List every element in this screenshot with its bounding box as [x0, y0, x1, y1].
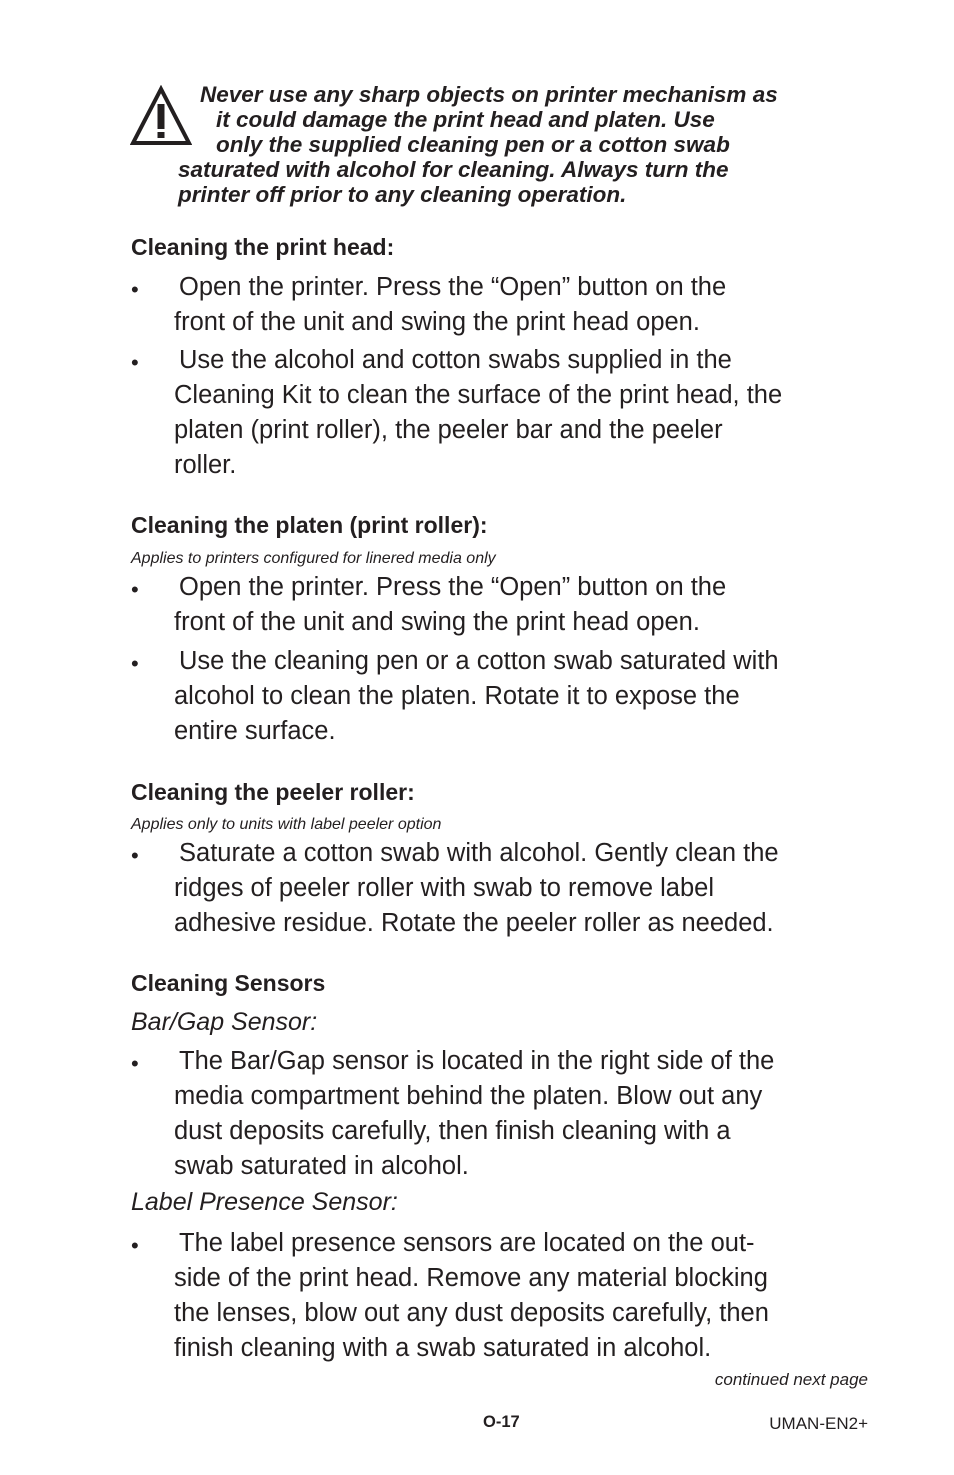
list-item-text: adhesive residue. Rotate the peeler roller as needed. — [174, 909, 774, 937]
list-item-text: Use the cleaning pen or a cotton swab saturated with — [179, 647, 779, 675]
list-item-text: side of the print head. Remove any material blocking — [174, 1264, 768, 1292]
continued-note: continued next page — [714, 1370, 868, 1389]
list-item-text: the lenses, blow out any dust deposits carefully, then — [174, 1299, 769, 1327]
bullet-dot: • — [131, 651, 139, 676]
warning-text — [130, 82, 880, 207]
section-note-platen: Applies to printers configured for linered media only — [131, 550, 496, 567]
list-item-text: roller. — [174, 451, 237, 479]
bullet-dot: • — [131, 350, 139, 375]
bullet-dot: • — [131, 843, 139, 868]
sub-heading-label-presence: Label Presence Sensor: — [131, 1188, 398, 1216]
list-item-text: Use the alcohol and cotton swabs supplied in the — [179, 346, 732, 374]
section-heading-sensors: Cleaning Sensors — [131, 970, 326, 996]
list-item-text: ridges of peeler roller with swab to remove label — [174, 874, 715, 902]
bullet-dot: • — [131, 577, 139, 602]
list-item-text: finish cleaning with a swab saturated in alcohol. — [174, 1334, 712, 1362]
bullet-dot: • — [131, 1051, 139, 1076]
list-item-text: The Bar/Gap sensor is located in the right side of the — [179, 1047, 775, 1075]
list-item-text: The label presence sensors are located on the out- — [179, 1229, 755, 1257]
section-note-peeler: Applies only to units with label peeler option — [131, 816, 442, 833]
section-heading-peeler: Cleaning the peeler roller: — [131, 779, 415, 805]
warning-line: Never use any sharp objects on printer mechanism as — [200, 82, 778, 107]
list-item-text: Cleaning Kit to clean the surface of the print head, the — [174, 381, 783, 409]
page-number: O-17 — [483, 1413, 520, 1431]
bullet-dot: • — [131, 1233, 139, 1258]
warning-line: printer off prior to any cleaning operation. — [178, 182, 627, 207]
warning-line: it could damage the print head and platen. Use — [216, 107, 715, 132]
bullet-dot: • — [131, 277, 139, 302]
section-heading-platen: Cleaning the platen (print roller): — [131, 512, 488, 538]
list-item-text: media compartment behind the platen. Blow out any — [174, 1082, 763, 1110]
section-heading-print-head: Cleaning the print head: — [131, 234, 395, 260]
list-item-text: Open the printer. Press the “Open” button on the — [179, 273, 727, 301]
list-item-text: Saturate a cotton swab with alcohol. Gently clean the — [179, 839, 779, 867]
list-item-text: alcohol to clean the platen. Rotate it to expose the — [174, 682, 740, 710]
list-item-text: front of the unit and swing the print head open. — [174, 608, 700, 636]
list-item-text: Open the printer. Press the “Open” button on the — [179, 573, 727, 601]
warning-line: saturated with alcohol for cleaning. Always turn the — [178, 157, 729, 182]
list-item-text: entire surface. — [174, 717, 336, 745]
document-code: UMAN-EN2+ — [769, 1414, 868, 1433]
list-item-text: front of the unit and swing the print head open. — [174, 308, 700, 336]
sub-heading-bar-gap: Bar/Gap Sensor: — [131, 1008, 318, 1036]
warning-line: only the supplied cleaning pen or a cotton swab — [216, 132, 730, 157]
list-item-text: swab saturated in alcohol. — [174, 1152, 469, 1180]
list-item-text: dust deposits carefully, then finish cleaning with a — [174, 1117, 731, 1145]
list-item-text: platen (print roller), the peeler bar and the peeler — [174, 416, 723, 444]
